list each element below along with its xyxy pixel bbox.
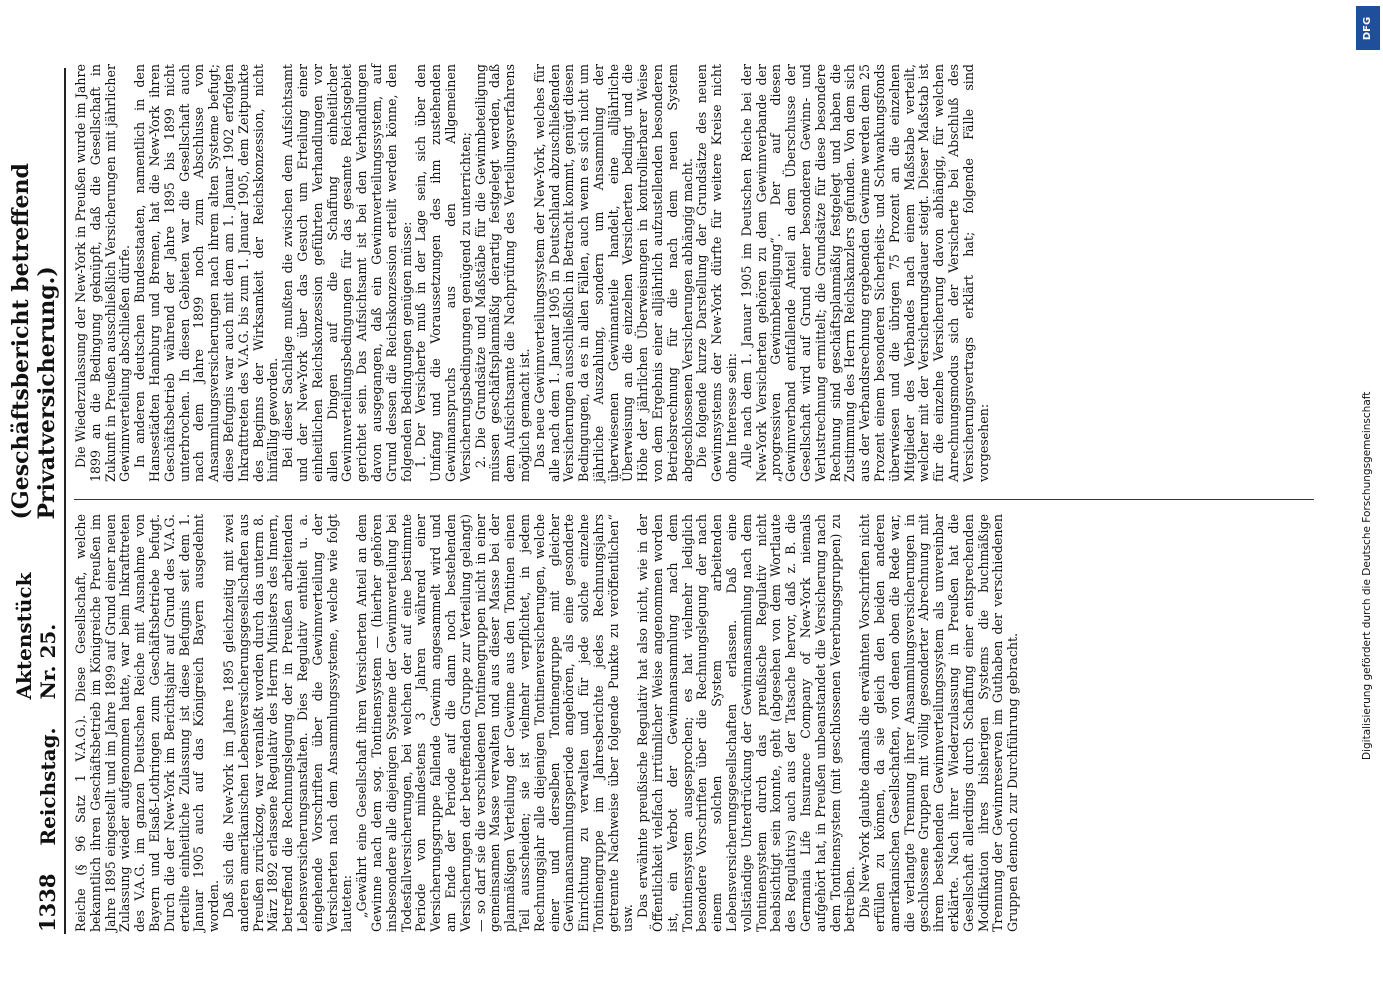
left-column (74, 514, 1314, 932)
digitization-note (1359, 60, 1379, 760)
header-rule (64, 68, 66, 934)
column-divider (74, 499, 1314, 500)
paragraph: 1. Der Versicherte muß in der Lage sein, sich über den Umfang und die Voraussetzungen des ihm zustehenden Gewinnanspruchs aus den Allgemeinen Versicherungsbedingungen genügend zu unterrichten; (413, 64, 473, 482)
paragraph: „Gewährt eine Gesellschaft ihren Versicherten Anteil an dem Gewinne nach dem sog. Tontinensystem — (hierher gehören insbesondere alle diejenigen Systeme der Gewinnverteilung bei Todesfallversicherungen, bei welchen der auf eine bestimmte Periode von mindestens 3 Jahren während einer Versicherungsgruppe fallende Gewinn angesammelt wird und am Ende der Periode auf die dann noch bestehenden Versicherungen der betreffenden Gruppe zur Verteilung gelangt) — so darf sie die verschiedenen Tontinengruppen nicht in einer gemeinsamen Masse verwalten und aus dieser Masse bei der planmäßigen Verteilung der Gewinne aus den Tontinen einen Teil ausscheiden; sie ist vielmehr verpflichtet, in jedem Rechnungsjahr alle diejenigen Tontinenversicherungen, welche einer und derselben Tontinengruppe mit gleicher Gewinnansammlungsperiode angehören, als eine gesonderte Einrichtung zu verwalten und für jede solche einzelne Tontinengruppe im Jahresberichte jedes Rechnungsjahrs getrennte Nachweise über folgende Punkte zu veröffentlichen“ usw. (354, 514, 636, 932)
paragraph: Daß sich die New-York im Jahre 1895 gleichzeitig mit zwei anderen amerikanischen Lebensversicherungsgesellschaften aus Preußen zurückzog, war veranlaßt worden durch das unterm 8. März 1892 erlassene Regulativ des Herrn Ministers des Innern, betreffend die Rechnungslegung der in Preußen arbeitenden Lebensversicherungsanstalten. Dies Regulativ enthielt u. a. eingehende Vorschriften über die Gewinnverteilung der Versicherten nach dem Ansammlungssysteme, welche wie folgt lauteten: (220, 514, 355, 932)
document-title: (Geschäftsbericht betreffend Privatversicherung.) (8, 163, 60, 520)
paragraph: Die New-York glaubte damals die erwähnten Vorschriften nicht erfüllen zu können, da sie gleich den beiden anderen amerikanischen Gesellschaften, von denen oben die Rede war, die verlangte Trennung ihrer Ansammlungsversicherungen in geschlossene Gruppen mit völlig gesonderter Abrechnung mit ihrem bestehenden Gewinnverteilungssystem als unvereinbar erklärte. Nach ihrer Wiederzulassung in Preußen hat die Gesellschaft allerdings durch Schaffung einer entsprechenden Modifikation ihres bisherigen Systems die buchmäßige Trennung der Gewinnreserven im Guthaben der verschiedenen Gruppen dennoch zur Durchführung gebracht. (857, 514, 1021, 932)
paragraph: Reiche (§ 96 Satz 1 V.A.G.). Diese Gesellschaft, welche bekanntlich ihren Geschäftsbetrieb im Königreiche Preußen im Jahre 1895 eingestellt und im Jahre 1899 auf Grund einer neuen Zulassung wieder aufgenommen hatte, war beim Inkrafttreten des V.A.G. im ganzen Deutschen Reiche mit Ausnahme von Bayern und Elsaß-Lothringen zum Geschäftsbetriebe befugt. Durch die der New-York im Berichtsjahr auf Grund des V.A.G. erteilte einheitliche Zulassung ist diese Befugnis seit dem 1. Januar 1905 auch auf das Königreich Bayern ausgedehnt worden. (73, 514, 222, 932)
paragraph: Das neue Gewinnverteilungssystem der New-York, welches für alle nach dem 1. Januar 1905 in Deutschland abzuschließenden Versicherungen ausschließlich in Betracht kommt, genügt diesen Bedingungen, da es in allen Fällen, auch wenn es sich nicht um jährliche Auszahlung, sondern um Ansammlung der überwiesenen Gewinnanteile handelt, eine alljährliche Überweisung an die einzelnen Versicherten bedingt und die Höhe der jährlichen Überweisungen in kontrollierbarer Weise von dem Ergebnis einer alljährlich aufzustellenden besonderen Betriebsrechnung für die nach dem neuen System abgeschlossenen Versicherungen abhängig macht. (531, 64, 695, 482)
page-header (8, 72, 60, 932)
dfg-logo (1356, 6, 1380, 50)
document-number: Aktenstück Nr. 25. (12, 572, 60, 700)
dfg-logo-text: DFG (1362, 16, 1374, 40)
assembly-name: Reichstag. (36, 727, 60, 846)
right-column (74, 64, 1314, 482)
paragraph: In anderen deutschen Bundesstaaten, namentlich in den Hansestädten Hamburg und Bremen, hat die New-York ihren Geschäftsbetrieb während der Jahre 1895 bis 1899 nicht unterbrochen. In diesen Gebieten war die Gesellschaft auch nach dem Jahre 1899 noch zum Abschlusse von Ansammlungsversicherungen nach ihrem alten Systeme befugt; diese Befugnis war auch mit dem am 1. Januar 1902 erfolgten Inkrafttreten des V.A.G. bis zum 1. Januar 1905, dem Zeitpunkte des Beginns der Wirksamkeit der Reichskonzession, nicht hinfällig geworden. (132, 64, 281, 482)
paragraph: Das erwähnte preußische Regulativ hat also nicht, wie in der Öffentlichkeit vielfach irrtümlicher Weise angenommen worden ist, ein Verbot der Gewinnansammlung nach dem Tontinensystem ausgesprochen; es hat vielmehr lediglich besondere Vorschriften über die Rechnungslegung der nach einem solchen System arbeitenden Lebensversicherungsgesellschaften erlassen. Daß eine vollständige Unterdrückung der Gewinnansammlung nach dem Tontinensystem durch das preußische Regulativ nicht beabsichtigt sein konnte, geht (abgesehen von dem Wortlaute des Regulativs) auch aus der Tatsache hervor, daß z. B. die Germania Life Insurance Company of New-York niemals aufgehört hat, in Preußen unbeanstandet die Versicherung nach dem Tontinensystem (mit geschlossenen Vererbungsgruppen) zu betreiben. (635, 514, 858, 932)
paragraph: Bei dieser Sachlage mußten die zwischen dem Aufsichtsamt und der New-York über das Gesuch um Erteilung einer einheitlichen Reichskonzession geführten Verhandlungen vor allen Dingen auf die Schaffung einheitlicher Gewinnverteilungsbedingungen für das gesamte Reichsgebiet gerichtet sein. Das Aufsichtsamt ist bei den Verhandlungen davon ausgegangen, daß ein Gewinnverteilungssystem, auf Grund dessen die Reichskonzession erteilt werden könne, den folgenden Bedingungen genügen müsse: (280, 64, 414, 482)
paragraph: Die Wiederzulassung der New-York in Preußen wurde im Jahre 1899 an die Bedingung geknüpft, daß die Gesellschaft in Zukunft in Preußen ausschließlich Versicherungen mit jährlicher Gewinnverteilung abschließen dürfe. (73, 64, 133, 482)
digitization-note-text: Digitalisierung gefördert durch die Deutsche Forschungsgemeinschaft (1361, 391, 1373, 760)
paragraph: 2. Die Grundsätze und Maßstäbe für die Gewinnbeteiligung müssen geschäftsplanmäßig derartig festgelegt werden, daß dem Aufsichtsamte die Nachprüfung des Verteilungsverfahrens möglich gemacht ist. (472, 64, 532, 482)
paragraph: Die folgende kurze Darstellung der Grundsätze des neuen Gewinnsystems der New-York dürfte für weitere Kreise nicht ohne Interesse sein: (694, 64, 740, 482)
paragraph: Alle nach dem 1. Januar 1905 im Deutschen Reiche bei der New-York Versicherten gehören zu dem Gewinnverbande der „progressiven Gewinnbeteiligung“. Der auf diesen Gewinnverband entfallende Anteil an dem Überschusse der Gesellschaft wird auf Grund einer besonderen Gewinn- und Verlustrechnung ermittelt; die Grundsätze für diese besondere Rechnung sind geschäftsplanmäßig festgelegt und haben die Zustimmung des Herrn Reichskanzlers gefunden. Von dem sich aus der Verbandsrechnung ergebenden Gewinne werden dem 25 Prozent einem besonderen Sicherheits- und Schwankungsfonds überwiesen und die übrigen 75 Prozent an die einzelnen Mitglieder des Verbandes nach einem Maßstabe verteilt, welcher mit der Versicherungsdauer steigt. Dieser Maßstab ist für die einzelne Versicherung davon abhängig, für welchen Anrechnungsmodus sich der Versicherte bei Abschluß des Versicherungsvertrags erklärt hat; folgende Fälle sind vorgesehen: (738, 64, 991, 482)
page-number: 1338 (35, 873, 60, 932)
